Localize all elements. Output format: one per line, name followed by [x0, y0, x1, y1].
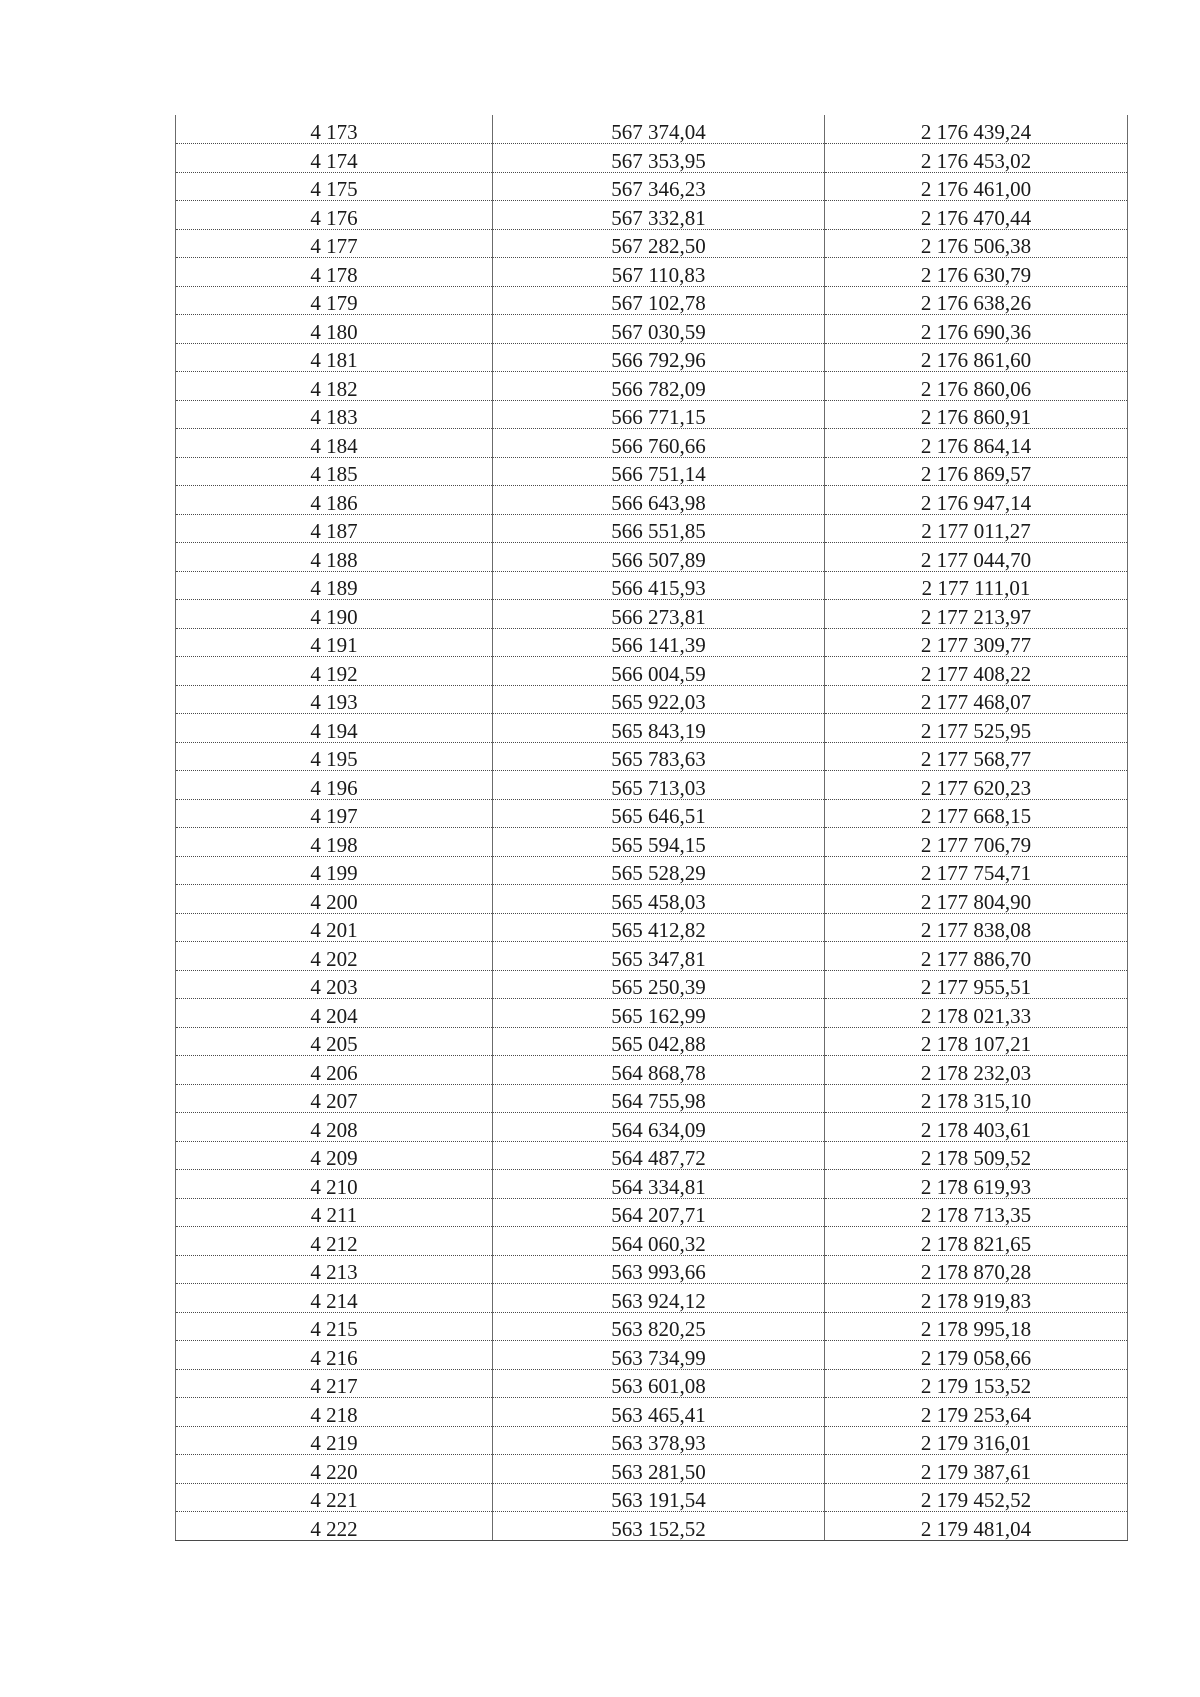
x-coordinate-cell: 563 734,99: [493, 1341, 825, 1370]
x-coordinate-cell: 565 042,88: [493, 1027, 825, 1056]
y-coordinate-cell: 2 177 044,70: [825, 543, 1128, 572]
table-row: [176, 1056, 1128, 1085]
y-coordinate-cell: 2 177 213,97: [825, 600, 1128, 629]
x-coordinate-cell: 567 346,23: [493, 172, 825, 201]
x-coordinate-cell: 565 783,63: [493, 742, 825, 771]
point-number-cell: 4 194: [176, 714, 493, 743]
y-coordinate-cell: 2 176 869,57: [825, 457, 1128, 486]
y-coordinate-cell: 2 177 568,77: [825, 742, 1128, 771]
x-coordinate-cell: 566 004,59: [493, 657, 825, 686]
point-number-cell: 4 198: [176, 828, 493, 857]
y-coordinate-cell: 2 177 111,01: [825, 571, 1128, 600]
point-number-cell: 4 202: [176, 942, 493, 971]
table-row: [176, 714, 1128, 743]
x-coordinate-cell: 563 465,41: [493, 1398, 825, 1427]
table-row: [176, 315, 1128, 344]
x-coordinate-cell: 566 760,66: [493, 429, 825, 458]
table-row: [176, 144, 1128, 173]
point-number-cell: 4 209: [176, 1141, 493, 1170]
table-row: [176, 657, 1128, 686]
y-coordinate-cell: 2 178 315,10: [825, 1084, 1128, 1113]
table-row: [176, 1369, 1128, 1398]
table-row: [176, 799, 1128, 828]
y-coordinate-cell: 2 178 403,61: [825, 1113, 1128, 1142]
table-row: [176, 600, 1128, 629]
y-coordinate-cell: 2 178 919,83: [825, 1284, 1128, 1313]
x-coordinate-cell: 567 030,59: [493, 315, 825, 344]
x-coordinate-cell: 563 152,52: [493, 1512, 825, 1541]
y-coordinate-cell: 2 176 947,14: [825, 486, 1128, 515]
point-number-cell: 4 188: [176, 543, 493, 572]
table-row: [176, 571, 1128, 600]
x-coordinate-cell: 564 868,78: [493, 1056, 825, 1085]
point-number-cell: 4 183: [176, 400, 493, 429]
y-coordinate-cell: 2 178 713,35: [825, 1198, 1128, 1227]
point-number-cell: 4 178: [176, 258, 493, 287]
x-coordinate-cell: 566 643,98: [493, 486, 825, 515]
table-row: [176, 115, 1128, 144]
y-coordinate-cell: 2 177 468,07: [825, 685, 1128, 714]
y-coordinate-cell: 2 177 668,15: [825, 799, 1128, 828]
y-coordinate-cell: 2 176 638,26: [825, 286, 1128, 315]
point-number-cell: 4 197: [176, 799, 493, 828]
x-coordinate-cell: 566 782,09: [493, 372, 825, 401]
x-coordinate-cell: 563 191,54: [493, 1483, 825, 1512]
point-number-cell: 4 175: [176, 172, 493, 201]
table-row: [176, 1426, 1128, 1455]
y-coordinate-cell: 2 178 821,65: [825, 1227, 1128, 1256]
x-coordinate-cell: 563 924,12: [493, 1284, 825, 1313]
point-number-cell: 4 185: [176, 457, 493, 486]
table-row: [176, 628, 1128, 657]
y-coordinate-cell: 2 178 107,21: [825, 1027, 1128, 1056]
coordinates-table: [175, 115, 1128, 1541]
table-row: [176, 343, 1128, 372]
point-number-cell: 4 217: [176, 1369, 493, 1398]
table-row: [176, 856, 1128, 885]
y-coordinate-cell: 2 177 886,70: [825, 942, 1128, 971]
table-row: [176, 999, 1128, 1028]
y-coordinate-cell: 2 178 870,28: [825, 1255, 1128, 1284]
table-row: [176, 486, 1128, 515]
table-row: [176, 372, 1128, 401]
point-number-cell: 4 208: [176, 1113, 493, 1142]
table-row: [176, 942, 1128, 971]
point-number-cell: 4 221: [176, 1483, 493, 1512]
x-coordinate-cell: 566 273,81: [493, 600, 825, 629]
table-row: [176, 1113, 1128, 1142]
y-coordinate-cell: 2 176 439,24: [825, 115, 1128, 144]
x-coordinate-cell: 563 820,25: [493, 1312, 825, 1341]
point-number-cell: 4 179: [176, 286, 493, 315]
y-coordinate-cell: 2 177 620,23: [825, 771, 1128, 800]
y-coordinate-cell: 2 177 525,95: [825, 714, 1128, 743]
table-row: [176, 1170, 1128, 1199]
x-coordinate-cell: 564 207,71: [493, 1198, 825, 1227]
point-number-cell: 4 215: [176, 1312, 493, 1341]
point-number-cell: 4 205: [176, 1027, 493, 1056]
y-coordinate-cell: 2 177 706,79: [825, 828, 1128, 857]
table-row: [176, 1027, 1128, 1056]
y-coordinate-cell: 2 176 860,06: [825, 372, 1128, 401]
x-coordinate-cell: 567 110,83: [493, 258, 825, 287]
table-row: [176, 1398, 1128, 1427]
x-coordinate-cell: 566 507,89: [493, 543, 825, 572]
table-row: [176, 1141, 1128, 1170]
point-number-cell: 4 180: [176, 315, 493, 344]
point-number-cell: 4 190: [176, 600, 493, 629]
point-number-cell: 4 187: [176, 514, 493, 543]
point-number-cell: 4 212: [176, 1227, 493, 1256]
point-number-cell: 4 186: [176, 486, 493, 515]
table-row: [176, 685, 1128, 714]
x-coordinate-cell: 565 922,03: [493, 685, 825, 714]
table-row: [176, 1284, 1128, 1313]
x-coordinate-cell: 565 458,03: [493, 885, 825, 914]
table-row: [176, 828, 1128, 857]
y-coordinate-cell: 2 176 690,36: [825, 315, 1128, 344]
point-number-cell: 4 199: [176, 856, 493, 885]
x-coordinate-cell: 565 347,81: [493, 942, 825, 971]
point-number-cell: 4 211: [176, 1198, 493, 1227]
x-coordinate-cell: 565 250,39: [493, 970, 825, 999]
x-coordinate-cell: 567 282,50: [493, 229, 825, 258]
point-number-cell: 4 214: [176, 1284, 493, 1313]
y-coordinate-cell: 2 176 861,60: [825, 343, 1128, 372]
point-number-cell: 4 196: [176, 771, 493, 800]
y-coordinate-cell: 2 178 021,33: [825, 999, 1128, 1028]
x-coordinate-cell: 563 281,50: [493, 1455, 825, 1484]
y-coordinate-cell: 2 176 461,00: [825, 172, 1128, 201]
x-coordinate-cell: 565 412,82: [493, 913, 825, 942]
point-number-cell: 4 210: [176, 1170, 493, 1199]
table-row: [176, 771, 1128, 800]
y-coordinate-cell: 2 179 481,04: [825, 1512, 1128, 1541]
table-row: [176, 1512, 1128, 1541]
point-number-cell: 4 189: [176, 571, 493, 600]
table-row: [176, 1341, 1128, 1370]
y-coordinate-cell: 2 179 253,64: [825, 1398, 1128, 1427]
point-number-cell: 4 182: [176, 372, 493, 401]
y-coordinate-cell: 2 177 754,71: [825, 856, 1128, 885]
y-coordinate-cell: 2 176 470,44: [825, 201, 1128, 230]
point-number-cell: 4 216: [176, 1341, 493, 1370]
table-row: [176, 229, 1128, 258]
y-coordinate-cell: 2 176 864,14: [825, 429, 1128, 458]
x-coordinate-cell: 564 755,98: [493, 1084, 825, 1113]
table-row: [176, 970, 1128, 999]
x-coordinate-cell: 565 843,19: [493, 714, 825, 743]
y-coordinate-cell: 2 177 838,08: [825, 913, 1128, 942]
point-number-cell: 4 191: [176, 628, 493, 657]
point-number-cell: 4 176: [176, 201, 493, 230]
point-number-cell: 4 195: [176, 742, 493, 771]
y-coordinate-cell: 2 176 506,38: [825, 229, 1128, 258]
y-coordinate-cell: 2 179 316,01: [825, 1426, 1128, 1455]
x-coordinate-cell: 563 601,08: [493, 1369, 825, 1398]
table-row: [176, 1227, 1128, 1256]
x-coordinate-cell: 566 141,39: [493, 628, 825, 657]
table-row: [176, 742, 1128, 771]
y-coordinate-cell: 2 177 309,77: [825, 628, 1128, 657]
point-number-cell: 4 173: [176, 115, 493, 144]
point-number-cell: 4 184: [176, 429, 493, 458]
x-coordinate-cell: 563 993,66: [493, 1255, 825, 1284]
point-number-cell: 4 181: [176, 343, 493, 372]
table-row: [176, 514, 1128, 543]
table-row: [176, 429, 1128, 458]
point-number-cell: 4 193: [176, 685, 493, 714]
y-coordinate-cell: 2 177 408,22: [825, 657, 1128, 686]
y-coordinate-cell: 2 177 011,27: [825, 514, 1128, 543]
x-coordinate-cell: 567 374,04: [493, 115, 825, 144]
x-coordinate-cell: 563 378,93: [493, 1426, 825, 1455]
point-number-cell: 4 192: [176, 657, 493, 686]
point-number-cell: 4 220: [176, 1455, 493, 1484]
x-coordinate-cell: 564 060,32: [493, 1227, 825, 1256]
x-coordinate-cell: 564 634,09: [493, 1113, 825, 1142]
x-coordinate-cell: 566 751,14: [493, 457, 825, 486]
x-coordinate-cell: 566 792,96: [493, 343, 825, 372]
point-number-cell: 4 203: [176, 970, 493, 999]
x-coordinate-cell: 566 415,93: [493, 571, 825, 600]
y-coordinate-cell: 2 176 630,79: [825, 258, 1128, 287]
point-number-cell: 4 219: [176, 1426, 493, 1455]
x-coordinate-cell: 565 594,15: [493, 828, 825, 857]
point-number-cell: 4 174: [176, 144, 493, 173]
y-coordinate-cell: 2 176 453,02: [825, 144, 1128, 173]
y-coordinate-cell: 2 179 452,52: [825, 1483, 1128, 1512]
table-row: [176, 1312, 1128, 1341]
x-coordinate-cell: 565 713,03: [493, 771, 825, 800]
table-row: [176, 201, 1128, 230]
x-coordinate-cell: 566 551,85: [493, 514, 825, 543]
table-row: [176, 172, 1128, 201]
table-row: [176, 400, 1128, 429]
x-coordinate-cell: 567 332,81: [493, 201, 825, 230]
x-coordinate-cell: 565 646,51: [493, 799, 825, 828]
y-coordinate-cell: 2 179 153,52: [825, 1369, 1128, 1398]
table-row: [176, 286, 1128, 315]
y-coordinate-cell: 2 178 995,18: [825, 1312, 1128, 1341]
y-coordinate-cell: 2 177 804,90: [825, 885, 1128, 914]
x-coordinate-cell: 567 102,78: [493, 286, 825, 315]
y-coordinate-cell: 2 178 232,03: [825, 1056, 1128, 1085]
point-number-cell: 4 218: [176, 1398, 493, 1427]
point-number-cell: 4 177: [176, 229, 493, 258]
table-row: [176, 1198, 1128, 1227]
table-row: [176, 913, 1128, 942]
x-coordinate-cell: 566 771,15: [493, 400, 825, 429]
y-coordinate-cell: 2 178 619,93: [825, 1170, 1128, 1199]
table-row: [176, 543, 1128, 572]
x-coordinate-cell: 565 528,29: [493, 856, 825, 885]
x-coordinate-cell: 565 162,99: [493, 999, 825, 1028]
table-row: [176, 1455, 1128, 1484]
point-number-cell: 4 222: [176, 1512, 493, 1541]
table-row: [176, 258, 1128, 287]
point-number-cell: 4 206: [176, 1056, 493, 1085]
y-coordinate-cell: 2 179 058,66: [825, 1341, 1128, 1370]
x-coordinate-cell: 564 487,72: [493, 1141, 825, 1170]
point-number-cell: 4 200: [176, 885, 493, 914]
table-row: [176, 1084, 1128, 1113]
table-row: [176, 885, 1128, 914]
table-row: [176, 1255, 1128, 1284]
y-coordinate-cell: 2 176 860,91: [825, 400, 1128, 429]
x-coordinate-cell: 564 334,81: [493, 1170, 825, 1199]
coordinates-table-body: [176, 115, 1128, 1540]
y-coordinate-cell: 2 179 387,61: [825, 1455, 1128, 1484]
point-number-cell: 4 204: [176, 999, 493, 1028]
y-coordinate-cell: 2 178 509,52: [825, 1141, 1128, 1170]
table-row: [176, 457, 1128, 486]
point-number-cell: 4 201: [176, 913, 493, 942]
point-number-cell: 4 207: [176, 1084, 493, 1113]
point-number-cell: 4 213: [176, 1255, 493, 1284]
y-coordinate-cell: 2 177 955,51: [825, 970, 1128, 999]
table-row: [176, 1483, 1128, 1512]
x-coordinate-cell: 567 353,95: [493, 144, 825, 173]
